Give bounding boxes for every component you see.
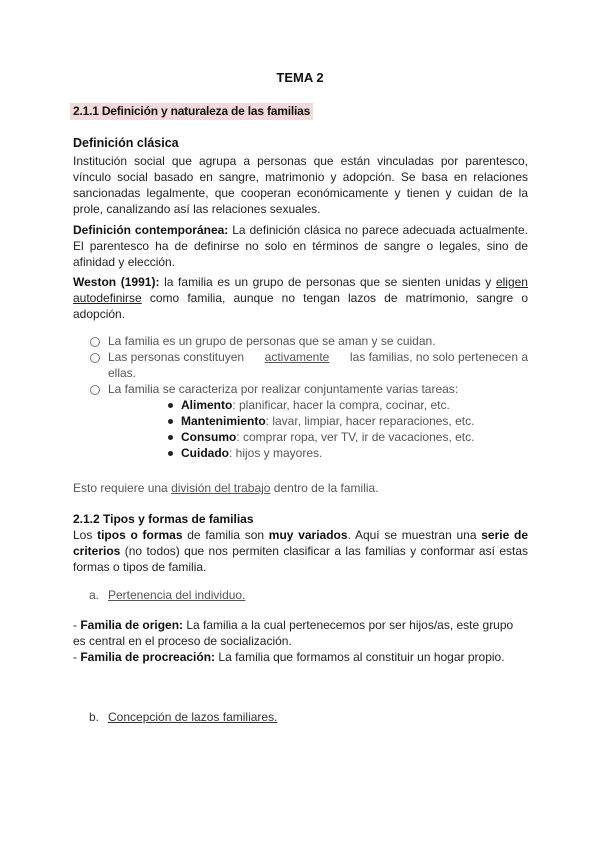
text-line: Institución social que agrupa a personas que están vinculadas por parentesco, xyxy=(73,154,528,168)
underlined-text: eligen xyxy=(495,275,528,289)
circle-bullet-icon xyxy=(90,353,100,363)
section-heading-2-1-1: 2.1.1 Definición y naturaleza de las familias xyxy=(70,103,313,120)
text-segment: La definición clásica no parece adecuada actualmente. xyxy=(228,223,529,237)
text-segment: Esto requiere una xyxy=(73,481,172,495)
task-item xyxy=(181,445,322,461)
label-familia-origen: Familia de origen: xyxy=(80,618,184,632)
text-segment: - xyxy=(73,650,81,664)
text-segment: La familia a la cual pertenecemos por ser hijos/as, este grupo xyxy=(183,618,514,632)
text-line: ellas. xyxy=(108,366,137,380)
paragraph-familia-procreacion xyxy=(73,649,505,665)
task-item xyxy=(181,413,474,429)
text-line: El parentesco ha de definirse no solo en términos de sangre o legales, sino de xyxy=(73,239,528,253)
task-item xyxy=(181,429,474,445)
text-line: sancionadas legalmente, que cooperan económicamente y tienen y cuidan de la xyxy=(73,186,528,200)
paragraph-definicion-clasica xyxy=(73,153,528,217)
text-line: vínculo social basado en sangre, matrimonio y adopción. Se basa en relaciones xyxy=(73,170,528,184)
dot-bullet-icon xyxy=(168,419,173,424)
subheading-pertenencia: Pertenencia del individuo. xyxy=(108,588,246,602)
text-line: adopción. xyxy=(73,307,126,321)
bold-text: tipos o formas xyxy=(97,528,183,542)
text-segment: como familia, aunque no tengan lazos de matrimonio, sangre o xyxy=(141,291,528,305)
text-line: prole, canalizando así las relaciones sexuales. xyxy=(73,202,321,216)
text-segment: de familia son xyxy=(182,528,269,542)
paragraph-division-trabajo xyxy=(73,480,379,496)
bullet-item-3: La familia se caracteriza por realizar conjuntamente varias tareas: xyxy=(108,382,459,396)
text-segment: Las personas constituyen xyxy=(108,350,248,364)
circle-bullet-icon xyxy=(90,385,100,395)
label-familia-procreacion: Familia de procreación: xyxy=(80,650,216,664)
bullet-item-1: La familia es un grupo de personas que se aman y se cuidan. xyxy=(108,334,436,348)
dot-bullet-icon xyxy=(168,435,173,440)
paragraph-tipos-intro xyxy=(73,527,528,575)
dot-bullet-icon xyxy=(168,451,173,456)
page-title: TEMA 2 xyxy=(276,70,324,85)
underlined-text: división del trabajo xyxy=(171,481,271,495)
underlined-text: autodefinirse xyxy=(73,291,142,305)
section-heading-2-1-2: 2.1.2 Tipos y formas de familias xyxy=(73,512,254,526)
task-label: Consumo xyxy=(181,430,237,444)
label-definicion-contemporanea: Definición contemporánea: xyxy=(73,223,229,237)
label-weston: Weston (1991): xyxy=(73,275,160,289)
task-text: : comprar ropa, ver TV, ir de vacaciones, etc. xyxy=(236,430,475,444)
text-segment: - xyxy=(73,618,81,632)
text-segment: Los xyxy=(73,528,98,542)
paragraph-weston xyxy=(73,274,528,322)
task-text: : lavar, limpiar, hacer reparaciones, etc. xyxy=(265,414,475,428)
bold-text: serie de xyxy=(481,528,528,542)
dot-bullet-icon xyxy=(168,403,173,408)
bold-text: muy variados xyxy=(268,528,348,542)
task-text: : planificar, hacer la compra, cocinar, etc. xyxy=(232,398,450,412)
text-line: es central en el proceso de socialización. xyxy=(73,634,292,648)
task-text: : hijos y mayores. xyxy=(229,446,323,460)
text-segment: la familia es un grupo de personas que se sienten unidas y xyxy=(159,275,496,289)
text-line: afinidad y elección. xyxy=(73,255,176,269)
text-segment: las familias, no solo pertenecen a xyxy=(346,350,528,364)
task-item xyxy=(181,397,450,413)
text-line: formas o tipos de familia. xyxy=(73,560,207,574)
task-label: Mantenimiento xyxy=(181,414,266,428)
list-marker-a: a. xyxy=(89,588,100,602)
subheading-concepcion-lazos: Concepción de lazos familiares. xyxy=(108,710,278,724)
underlined-text: activamente xyxy=(264,350,330,364)
list-marker-b: b. xyxy=(89,710,100,724)
bullet-item-2 xyxy=(108,349,528,381)
heading-definicion-clasica: Definición clásica xyxy=(73,136,179,150)
task-label: Alimento xyxy=(181,398,233,412)
task-label: Cuidado xyxy=(181,446,229,460)
text-segment: dentro de la familia. xyxy=(270,481,379,495)
circle-bullet-icon xyxy=(90,337,100,347)
bold-text: criterios xyxy=(73,544,121,558)
text-segment: (no todos) que nos permiten clasificar a las familias y conformar así estas xyxy=(120,544,528,558)
paragraph-definicion-contemporanea xyxy=(73,222,528,270)
text-segment: La familia que formamos al constituir un hogar propio. xyxy=(215,650,505,664)
text-segment: . Aquí se muestran una xyxy=(347,528,482,542)
paragraph-familia-origen xyxy=(73,617,533,649)
